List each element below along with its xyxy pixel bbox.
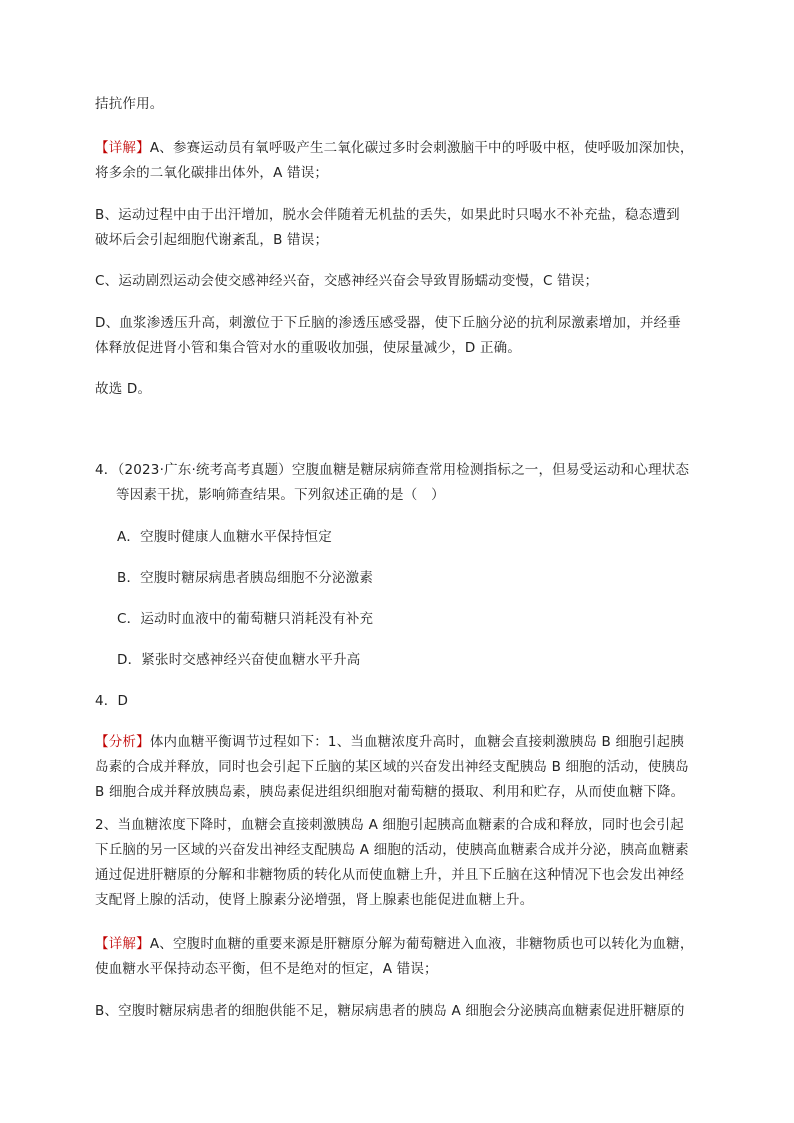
option-a: A．空腹时健康人血糖水平保持恒定: [117, 529, 332, 545]
question-answer: 4．D: [95, 693, 129, 709]
detail2-text-1: A、空腹时血糖的重要来源是肝糖原分解为葡萄糖进入血液，非糖物质也可以转化为血糖，: [149, 936, 694, 952]
prev-detail-line-2: 将多余的二氧化碳排出体外，A 错误；: [95, 165, 329, 181]
analysis-line-2: 岛素的合成并释放，同时也会引起下丘脑的某区域的兴奋发出神经支配胰岛 B 细胞的活动，使胰岛: [95, 759, 689, 775]
analysis-line-3: B 细胞合成并释放胰岛素，胰岛素促进组织细胞对葡萄糖的摄取、利用和贮存，从而使血糖下降。: [95, 784, 685, 800]
prev-choice: 故选 D。: [95, 381, 152, 397]
prev-d-line-1: D、血浆渗透压升高，刺激位于下丘脑的渗透压感受器，使下丘脑分泌的抗利尿激素增加，并经垂: [95, 315, 681, 331]
detail2-line-1: [95, 935, 694, 953]
analysis-tag: 【分析】: [95, 734, 150, 750]
option-d: D．紧张时交感神经兴奋使血糖水平升高: [117, 652, 361, 668]
prev-b-line-2: 破坏后会引起细胞代谢紊乱，B 错误；: [95, 232, 329, 248]
prev-detail-line-1: [95, 139, 694, 157]
detail-tag: 【详解】: [95, 140, 150, 156]
question-stem-line-2: 等因素干扰，影响筛查结果。下列叙述正确的是（ ）: [116, 487, 445, 503]
prev-detail-text-1: A、参赛运动员有氧呼吸产生二氧化碳过多时会刺激脑干中的呼吸中枢，使呼吸加深加快，: [149, 140, 694, 156]
detail2-tag: 【详解】: [95, 936, 150, 952]
prev-b-line-1: B、运动过程中由于出汗增加，脱水会伴随着无机盐的丢失，如果此时只喝水不补充盐，稳态遭到: [95, 207, 680, 223]
analysis-line-7: 支配肾上腺的活动，使肾上腺素分泌增强，肾上腺素也能促进血糖上升。: [95, 892, 534, 908]
option-c: C．运动时血液中的葡萄糖只消耗没有补充: [117, 611, 374, 627]
detail2-line-2: 使血糖水平保持动态平衡，但不是绝对的恒定，A 错误；: [95, 961, 438, 977]
prev-d-line-2: 体释放促进肾小管和集合管对水的重吸收加强，使尿量减少，D 正确。: [95, 340, 522, 356]
analysis-line-5: 下丘脑的另一区域的兴奋发出神经支配胰岛 A 细胞的活动，使胰高血糖素合成并分泌，胰高血糖素: [95, 842, 689, 858]
option-b: B．空腹时糖尿病患者胰岛细胞不分泌激素: [117, 570, 374, 586]
analysis-line-4: 2、当血糖浓度下降时，血糖会直接刺激胰岛 A 细胞引起胰高血糖素的合成和释放，同时也会引起: [95, 817, 684, 833]
analysis-line-6: 通过促进肝糖原的分解和非糖物质的转化从而使血糖上升，并且下丘脑在这种情况下也会发出神经: [95, 867, 685, 883]
analysis-text-1: 体内血糖平衡调节过程如下：1、当血糖浓度升高时，血糖会直接刺激胰岛 B 细胞引起胰: [149, 734, 684, 750]
question-stem-line-1: 4．（2023·广东·统考高考真题）空腹血糖是糖尿病筛查常用检测指标之一，但易受运动和心理状态: [95, 462, 690, 478]
prev-c-line: C、运动剧烈运动会使交感神经兴奋，交感神经兴奋会导致胃肠蠕动变慢，C 错误；: [95, 273, 599, 289]
prev-answer-tail: 拮抗作用。: [95, 96, 164, 112]
analysis-line-1: [95, 733, 684, 751]
detail2-b-line: B、空腹时糖尿病患者的细胞供能不足，糖尿病患者的胰岛 A 细胞会分泌胰高血糖素促进肝糖原的: [95, 1003, 685, 1019]
